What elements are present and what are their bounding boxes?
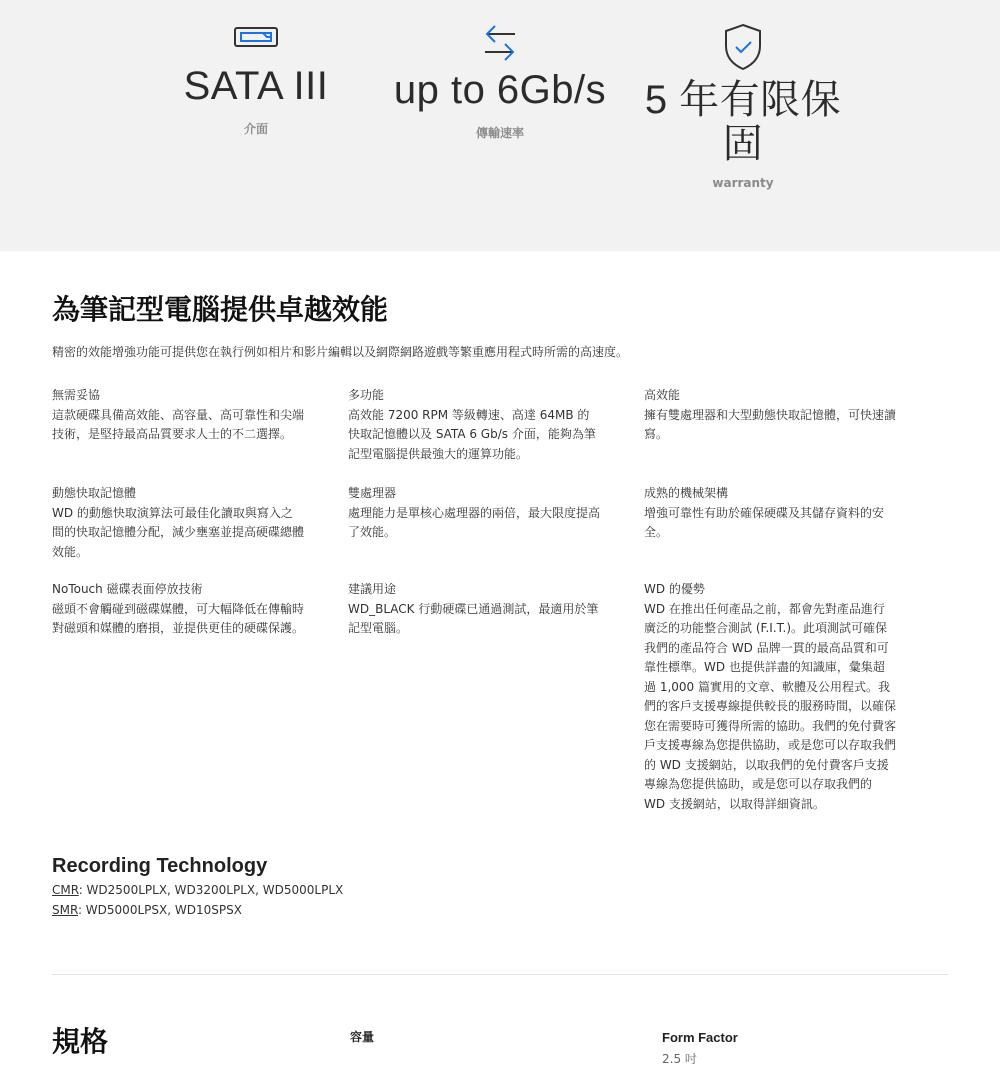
feature-title: WD 的優勢 bbox=[644, 582, 705, 596]
feature-text: 這款硬碟具備高效能、高容量、高可靠性和尖端技術，是堅持最高品質要求人士的不二選擇。 bbox=[52, 407, 305, 441]
feature-title: 多功能 bbox=[348, 388, 385, 402]
sata-connector-icon bbox=[233, 22, 279, 52]
feature-text: 處理能力是單核心處理器的兩倍，最大限度提高了效能。 bbox=[348, 505, 601, 539]
spec-capacity-label: 容量 bbox=[350, 1030, 375, 1044]
section-title: 為筆記型電腦提供卓越效能 bbox=[52, 293, 389, 326]
cmr-models: : WD2500LPLX, WD3200LPLX, WD5000LPLX bbox=[78, 883, 344, 897]
transfer-arrows-icon bbox=[475, 22, 525, 66]
stat-label: 介面 bbox=[243, 122, 268, 136]
feature-title: NoTouch 磁碟表面停放技術 bbox=[52, 582, 203, 596]
smr-models: : WD5000LPSX, WD10SPSX bbox=[77, 902, 242, 917]
feature-dynamic-cache bbox=[52, 484, 304, 562]
feature-recommended-use bbox=[348, 580, 600, 639]
stat-interface bbox=[176, 22, 336, 137]
stat-warranty bbox=[640, 22, 846, 190]
stat-value: 5 年有限保固 bbox=[644, 78, 842, 166]
stat-label: 傳輸速率 bbox=[475, 126, 524, 140]
feature-text: 擁有雙處理器和大型動態快取記憶體，可快速讀寫。 bbox=[644, 407, 897, 441]
feature-title: 高效能 bbox=[644, 388, 681, 402]
hero-band bbox=[0, 0, 1000, 251]
specs-title: 規格 bbox=[52, 1025, 109, 1058]
feature-text: 磁頭不會觸碰到磁碟媒體，可大幅降低在傳輸時對磁頭和媒體的磨損，並提供更佳的硬碟保護。 bbox=[52, 601, 305, 635]
smr-abbr[interactable]: SMR bbox=[52, 902, 78, 917]
feature-text: WD 在推出任何產品之前，都會先對產品進行廣泛的功能整合測試 (F.I.T.)。此項測試可確保我們的產品符合 WD 品牌一貫的最高品質和可靠性標準。WD 也提供詳盡的知識庫，彙集超過 1,000 篇實用的文章、軟體及公用程式。我們的客戶支援專線提供較長的服務時間，以確保您在需要時可獲得所需的協助。我們的免付費客戶支援專線為您提供協助，或是您可以存取我們的 WD 支援網站，以取我們的免付費客戶支援專線為您提供協助，或是您可以存取我們的 WD 支援網站，以取得詳細資訊。 bbox=[644, 601, 897, 811]
cmr-line bbox=[52, 881, 352, 901]
recording-title: Recording Technology bbox=[52, 855, 268, 877]
recording-technology bbox=[52, 853, 352, 920]
cmr-abbr[interactable]: CMR bbox=[52, 883, 79, 897]
stat-value: SATA III bbox=[183, 64, 329, 108]
feature-text: WD_BLACK 行動硬碟已通過測試，最適用於筆記型電腦。 bbox=[348, 601, 599, 635]
feature-title: 建議用途 bbox=[348, 582, 397, 596]
smr-line bbox=[52, 901, 352, 921]
feature-no-compromise bbox=[52, 386, 304, 445]
stat-label: warranty bbox=[712, 176, 774, 190]
spec-form-factor-label: Form Factor bbox=[662, 1030, 738, 1045]
feature-text: 增強可靠性有助於確保硬碟及其儲存資料的安全。 bbox=[644, 505, 885, 539]
shield-check-icon bbox=[723, 22, 763, 72]
feature-mechanics bbox=[644, 484, 896, 543]
feature-title: 無需妥協 bbox=[52, 388, 101, 402]
feature-notouch bbox=[52, 580, 304, 639]
performance-section bbox=[52, 290, 952, 362]
feature-text: 高效能 7200 RPM 等級轉速、高達 64MB 的快取記憶體以及 SATA 6 Gb/s 介面，能夠為筆記型電腦提供最強大的運算功能。 bbox=[348, 407, 596, 461]
stat-value: up to 6Gb/s bbox=[393, 68, 607, 112]
feature-title: 雙處理器 bbox=[348, 486, 397, 500]
spec-form-factor-value: 2.5 吋 bbox=[662, 1052, 697, 1066]
feature-high-performance bbox=[644, 386, 896, 445]
feature-title: 成熟的機械架構 bbox=[644, 486, 729, 500]
feature-text: WD 的動態快取演算法可最佳化讀取與寫入之間的快取記憶體分配，減少壅塞並提高硬碟總體效能。 bbox=[52, 505, 305, 559]
section-intro: 精密的效能增強功能可提供您在執行例如相片和影片編輯以及網際網路遊戲等繁重應用程式時所需的高速度。 bbox=[52, 345, 629, 359]
feature-versatile bbox=[348, 386, 600, 464]
feature-dual-processor bbox=[348, 484, 600, 543]
stat-speed bbox=[390, 22, 610, 141]
feature-wd-advantage bbox=[644, 580, 896, 814]
feature-title: 動態快取記憶體 bbox=[52, 486, 137, 500]
section-divider bbox=[52, 974, 948, 975]
